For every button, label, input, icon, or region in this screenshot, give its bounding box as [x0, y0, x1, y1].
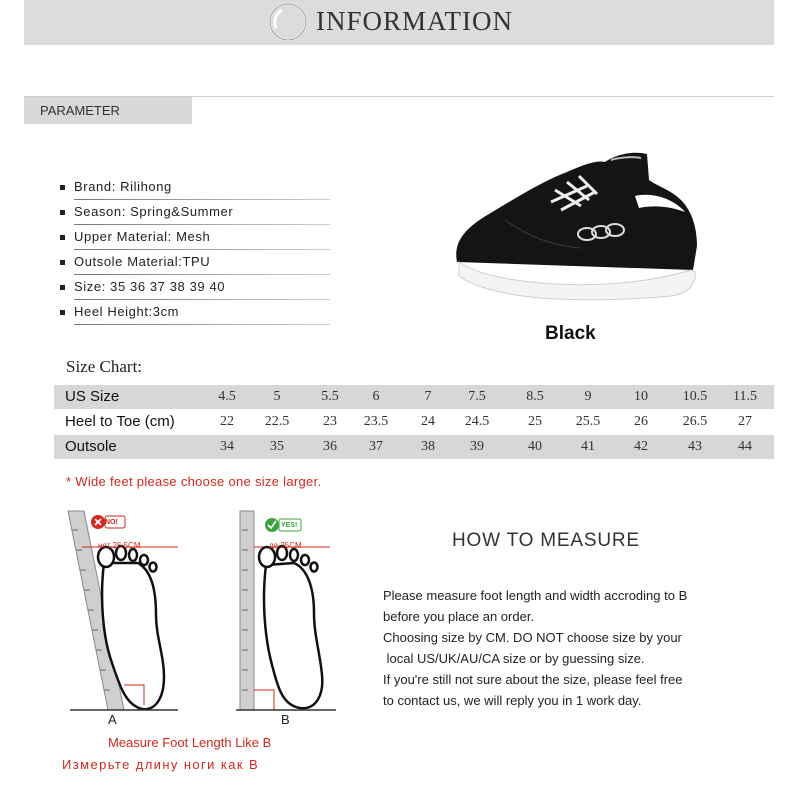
- table-cell: 4.5: [218, 389, 236, 404]
- table-cell: 37: [369, 439, 383, 454]
- table-cell: 34: [220, 439, 234, 454]
- table-cell: 22: [220, 414, 234, 429]
- spec-text: Outsole Material:TPU: [74, 254, 211, 269]
- table-cell: 22.5: [264, 414, 290, 429]
- spec-text: Size: 35 36 37 38 39 40: [74, 279, 226, 294]
- row-label: US Size: [65, 388, 120, 405]
- instruction-line: If you're still not sure about the size, please feel free: [383, 672, 683, 687]
- size-row-us: [54, 385, 774, 409]
- table-cell: 40: [528, 439, 542, 454]
- table-cell: 9: [584, 389, 592, 404]
- spec-item-size: [58, 275, 330, 300]
- caption-russian: Измерьте длину ноги как B: [62, 757, 260, 772]
- spec-item-brand: [58, 175, 330, 200]
- instruction-line: before you place an order.: [383, 609, 535, 624]
- wrong-measure-label: нет 25.5CM: [98, 541, 141, 550]
- bullet-icon: [60, 310, 65, 315]
- bullet-icon: [60, 260, 65, 265]
- table-cell: 23: [323, 414, 337, 429]
- table-cell: 24.5: [464, 414, 490, 429]
- size-note: * Wide feet please choose one size larger.: [66, 474, 322, 489]
- how-to-measure-title: HOW TO MEASURE: [452, 530, 640, 551]
- size-row-outsole: [54, 435, 774, 459]
- spec-text: Season: Spring&Summer: [74, 204, 234, 219]
- table-cell: 7.5: [468, 389, 486, 404]
- instruction-line: Please measure foot length and width accroding to B: [383, 588, 688, 603]
- size-row-heel-to-toe: [54, 410, 774, 434]
- row-label: Heel to Toe (cm): [65, 413, 175, 430]
- size-chart-title: Size Chart:: [66, 357, 143, 376]
- table-cell: 6: [372, 389, 380, 404]
- letter-b: B: [281, 712, 290, 727]
- no-badge: NO!: [105, 519, 118, 526]
- spec-text: Brand: Rilihong: [74, 179, 172, 194]
- table-cell: 42: [634, 439, 648, 454]
- spec-rule: [74, 324, 330, 325]
- instruction-line: Choosing size by CM. DO NOT choose size by your: [383, 630, 682, 645]
- yes-badge: YES!: [281, 522, 298, 529]
- table-cell: 35: [270, 439, 284, 454]
- spec-item-outsole: [58, 250, 330, 275]
- bullet-icon: [60, 235, 65, 240]
- row-label: Outsole: [65, 438, 117, 455]
- table-cell: 23.5: [363, 414, 389, 429]
- sneaker-icon: [435, 150, 705, 310]
- spec-item-season: [58, 200, 330, 225]
- spec-text: Upper Material: Mesh: [74, 229, 211, 244]
- table-cell: 38: [421, 439, 435, 454]
- table-cell: 43: [688, 439, 702, 454]
- table-cell: 24: [421, 414, 435, 429]
- color-label: Black: [545, 323, 596, 344]
- table-cell: 36: [323, 439, 337, 454]
- bullet-icon: [60, 285, 65, 290]
- spec-item-upper: [58, 225, 330, 250]
- right-measure-label: да 25CM: [269, 541, 302, 550]
- table-cell: 10.5: [682, 389, 708, 404]
- table-cell: 7: [424, 389, 432, 404]
- spec-item-heel: [58, 300, 330, 325]
- table-cell: 5: [273, 389, 281, 404]
- table-cell: 25: [528, 414, 542, 429]
- table-cell: 8.5: [526, 389, 544, 404]
- table-cell: 41: [581, 439, 595, 454]
- table-cell: 25.5: [575, 414, 601, 429]
- instruction-line: to contact us, we will reply you in 1 work day.: [383, 693, 642, 708]
- bullet-icon: [60, 210, 65, 215]
- table-cell: 27: [738, 414, 752, 429]
- instruction-line: local US/UK/AU/CA size or by guessing size.: [383, 651, 645, 666]
- table-cell: 26: [634, 414, 648, 429]
- caption-english: Measure Foot Length Like B: [108, 735, 272, 750]
- table-cell: 11.5: [733, 389, 757, 404]
- table-cell: 44: [738, 439, 752, 454]
- parameter-tab: PARAMETER: [24, 97, 192, 124]
- circle-ring-logo-icon: [268, 2, 308, 42]
- table-cell: 39: [470, 439, 484, 454]
- bullet-icon: [60, 185, 65, 190]
- spec-text: Heel Height:3cm: [74, 304, 180, 319]
- letter-a: A: [108, 712, 117, 727]
- table-cell: 5.5: [321, 389, 339, 404]
- page-title: INFORMATION: [316, 6, 514, 36]
- table-cell: 10: [634, 389, 648, 404]
- table-cell: 26.5: [682, 414, 708, 429]
